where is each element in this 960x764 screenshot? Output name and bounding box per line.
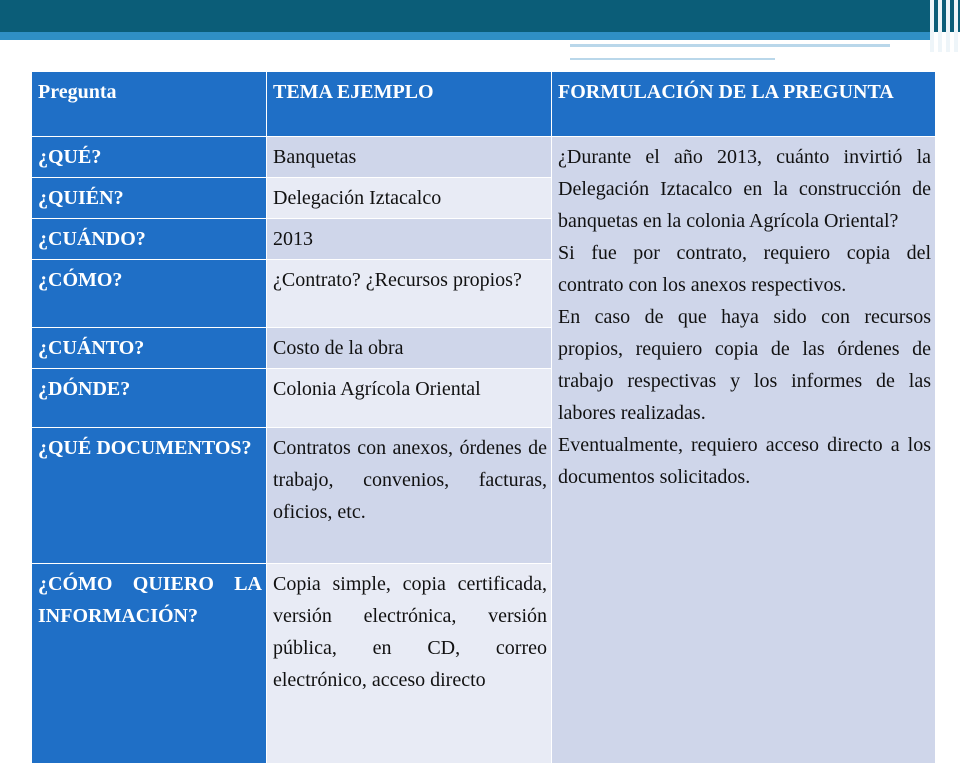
example-cell: 2013: [267, 219, 552, 260]
example-cell: Costo de la obra: [267, 328, 552, 369]
decorative-bar: [954, 0, 958, 52]
example-cell: Copia simple, copia certificada, versión electrónica, versión pública, en CD, correo electrónico, acceso directo: [267, 564, 552, 764]
decorative-line: [570, 58, 775, 60]
question-cell: ¿CUÁNDO?: [32, 219, 267, 260]
decorative-bar: [930, 0, 934, 52]
question-cell: ¿QUÉ DOCUMENTOS?: [32, 428, 267, 564]
formulation-paragraph: ¿Durante el año 2013, cuánto invirtió la Delegación Iztacalco en la construcción de banquetas en la colonia Agrícola Oriental?: [558, 146, 931, 232]
question-cell: ¿CÓMO?: [32, 260, 267, 328]
example-cell: Contratos con anexos, órdenes de trabajo, convenios, facturas, oficios, etc.: [267, 428, 552, 564]
table-header-row: [32, 72, 936, 137]
header-formulacion: FORMULACIÓN DE LA PREGUNTA: [552, 72, 936, 137]
decorative-bar: [946, 0, 950, 52]
header-pregunta: Pregunta: [32, 72, 267, 137]
formulation-paragraph: Eventualmente, requiero acceso directo a los documentos solicitados.: [558, 434, 931, 488]
header-tema-ejemplo: TEMA EJEMPLO: [267, 72, 552, 137]
blue-accent-stripe: [0, 32, 930, 40]
decorative-line: [570, 44, 890, 47]
example-cell: Banquetas: [267, 137, 552, 178]
question-cell: ¿CÓMO QUIERO LA INFORMACIÓN?: [32, 564, 267, 764]
question-cell: ¿QUIÉN?: [32, 178, 267, 219]
question-cell: ¿CUÁNTO?: [32, 328, 267, 369]
formulation-cell: [552, 137, 936, 764]
formulation-paragraph: Si fue por contrato, requiero copia del contrato con los anexos respectivos.: [558, 242, 931, 296]
example-cell: Delegación Iztacalco: [267, 178, 552, 219]
question-cell: ¿DÓNDE?: [32, 369, 267, 428]
formulation-paragraph: En caso de que haya sido con recursos propios, requiero copia de las órdenes de trabajo respectivas y los informes de las labores realizadas.: [558, 306, 931, 424]
question-formulation-table: [31, 71, 936, 764]
example-cell: Colonia Agrícola Oriental: [267, 369, 552, 428]
table-row: [32, 137, 936, 178]
top-decorative-band: [0, 0, 960, 32]
decorative-bar: [938, 0, 942, 52]
question-cell: ¿QUÉ?: [32, 137, 267, 178]
example-cell: ¿Contrato? ¿Recursos propios?: [267, 260, 552, 328]
